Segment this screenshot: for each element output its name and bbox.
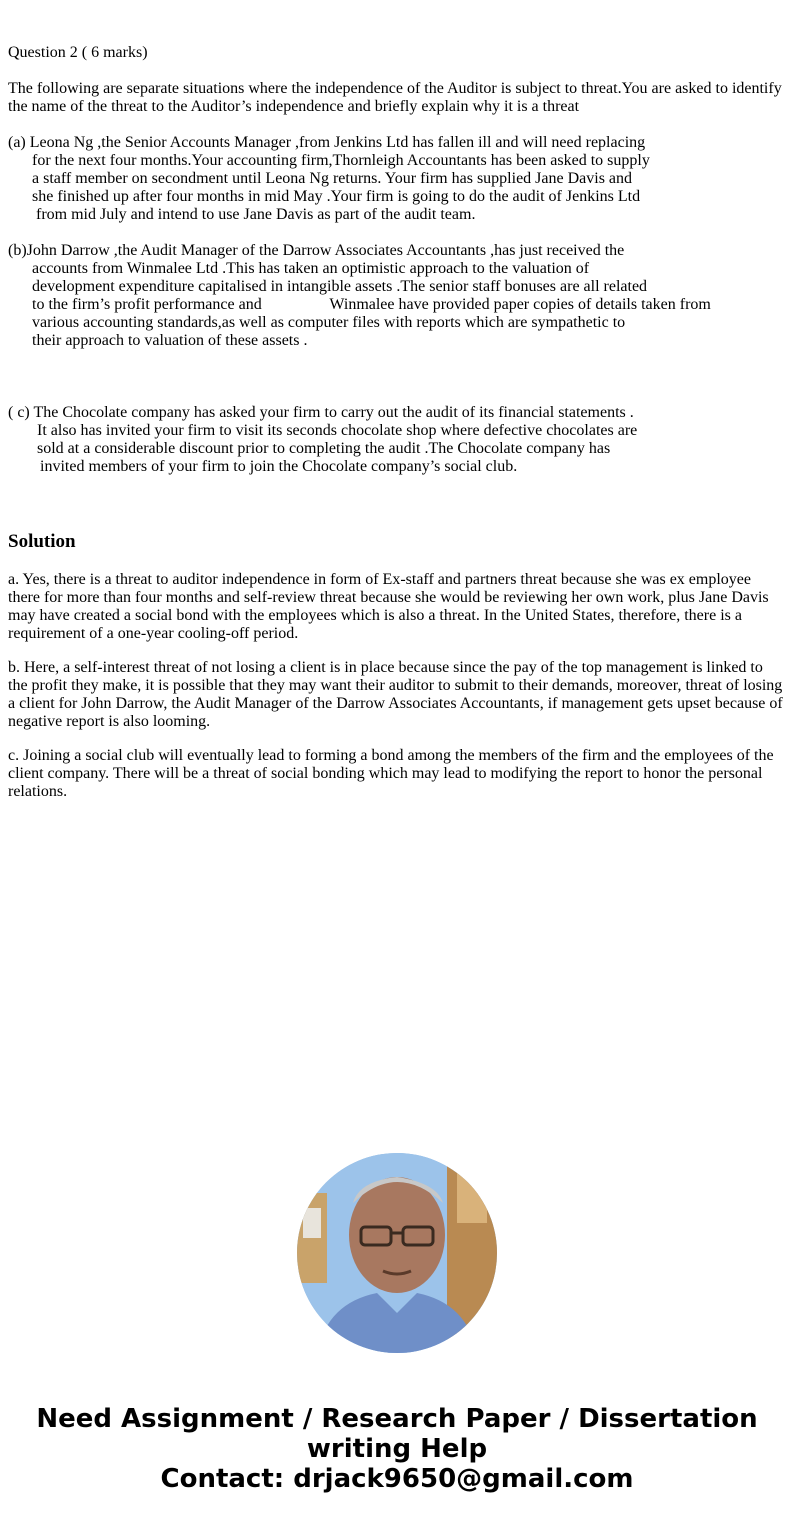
solution-part-c: c. Joining a social club will eventually lead to forming a bond among the members of the firm and the employees of the client company. There will be a threat of social bonding which may lead to modifying the report to honor the personal relations. xyxy=(8,747,774,800)
part-b-line: various accounting standards,as well as computer files with reports which are sympathetic to xyxy=(32,314,626,331)
author-avatar xyxy=(297,1153,497,1353)
part-a-line: a staff member on secondment until Leona Ng returns. Your firm has supplied Jane Davis and xyxy=(32,170,633,187)
question-part-b xyxy=(8,242,711,350)
solution-part-b: b. Here, a self-interest threat of not losing a client is in place because since the pay of the top management is linked to the profit they make, it is possible that they may want their auditor to submit to their demands, moreover, threat of losing a client for John Darrow, the Audit Manager of the Darrow Associates Accountants, if management gets upset because of negative report is also looming. xyxy=(8,659,783,730)
part-c-line: ( c) The Chocolate company has asked your firm to carry out the audit of its financial statements . xyxy=(8,404,634,421)
footer-line-1: Need Assignment / Research Paper / Dissertation xyxy=(36,1404,758,1434)
footer-line-2: writing Help xyxy=(306,1434,488,1464)
footer-promo xyxy=(0,1404,794,1494)
part-b-line: development expenditure capitalised in intangible assets .The senior staff bonuses are all related xyxy=(32,278,648,295)
part-a-line: (a) Leona Ng ,the Senior Accounts Manager ,from Jenkins Ltd has fallen ill and will need replacing xyxy=(8,134,646,151)
question-intro: The following are separate situations where the independence of the Auditor is subject to threat.You are asked to identify the name of the threat to the Auditor’s independence and briefly explain why it is a threat xyxy=(8,80,782,115)
part-c-line: It also has invited your firm to visit its seconds chocolate shop where defective chocolates are xyxy=(37,422,638,439)
author-portrait-image xyxy=(297,1153,497,1353)
footer-contact: Contact: drjack9650@gmail.com xyxy=(160,1464,634,1494)
part-b-line: to the firm’s profit performance and Winmalee have provided paper copies of details taken from xyxy=(32,296,711,313)
question-part-c xyxy=(8,404,637,476)
part-c-line: invited members of your firm to join the Chocolate company’s social club. xyxy=(40,458,518,475)
part-b-line: accounts from Winmalee Ltd .This has taken an optimistic approach to the valuation of xyxy=(32,260,590,277)
solution-heading: Solution xyxy=(8,531,76,552)
question-part-a xyxy=(8,134,650,224)
part-a-line: she finished up after four months in mid May .Your firm is going to do the audit of Jenkins Ltd xyxy=(32,188,641,205)
part-a-line: from mid July and intend to use Jane Davis as part of the audit team. xyxy=(36,206,476,223)
solution-part-a: a. Yes, there is a threat to auditor independence in form of Ex-staff and partners threat because she was ex employee there for more than four months and self-review threat because she would be reviewing her own work, plus Jane Davis may have created a social bond with the employees which is also a threat. In the United States, therefore, there is a requirement of a one-year cooling-off period. xyxy=(8,571,769,642)
part-a-line: for the next four months.Your accounting firm,Thornleigh Accountants has been asked to supply xyxy=(32,152,650,169)
question-title: Question 2 ( 6 marks) xyxy=(8,44,148,61)
part-b-line: their approach to valuation of these assets . xyxy=(32,332,308,349)
part-b-line: (b)John Darrow ,the Audit Manager of the Darrow Associates Accountants ,has just received the xyxy=(8,242,625,259)
part-c-line: sold at a considerable discount prior to completing the audit .The Chocolate company has xyxy=(37,440,611,457)
